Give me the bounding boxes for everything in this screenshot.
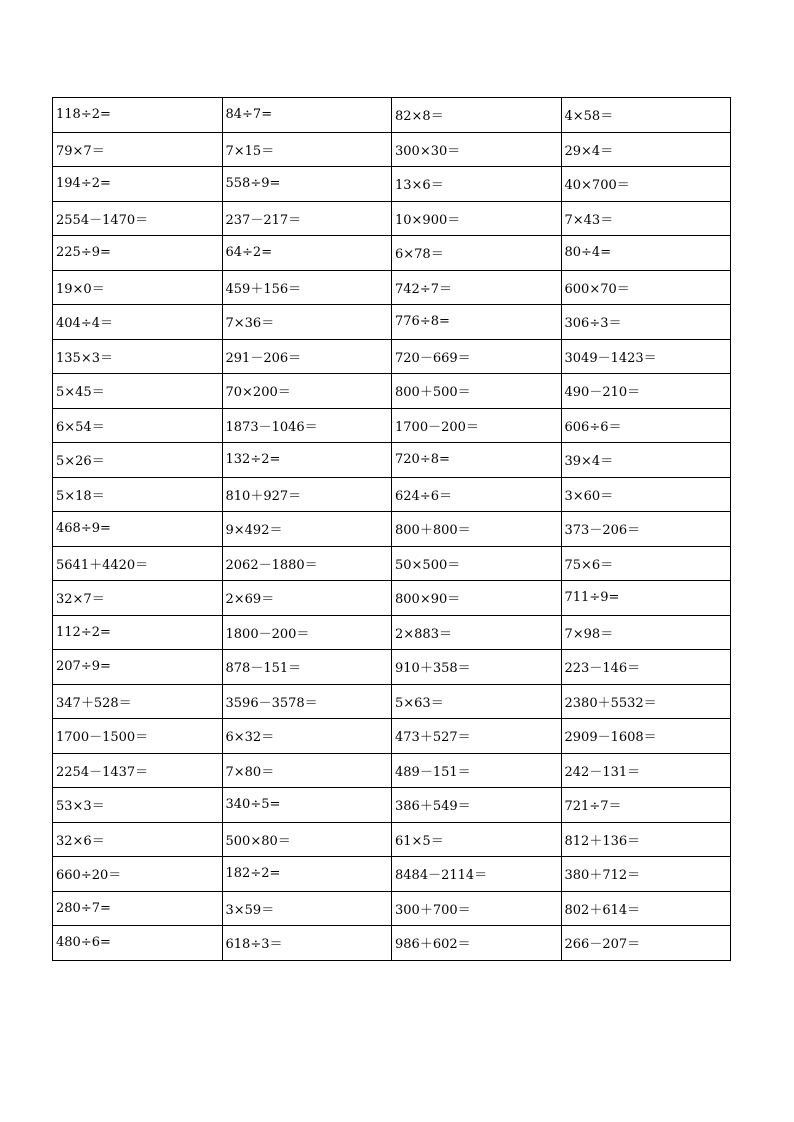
problem-cell: 459＋156＝ <box>222 270 392 305</box>
problem-cell: 40×700＝ <box>561 167 731 202</box>
problem-cell: 480÷6= <box>53 926 223 961</box>
problem-cell: 600×70＝ <box>561 270 731 305</box>
problem-cell: 242－131＝ <box>561 753 731 788</box>
problem-cell: 776÷8= <box>392 305 562 340</box>
problem-cell: 6×54＝ <box>53 408 223 443</box>
table-row <box>53 477 731 512</box>
problem-cell: 84÷7= <box>222 98 392 133</box>
problem-cell: 7×98＝ <box>561 615 731 650</box>
problem-cell: 2×883＝ <box>392 615 562 650</box>
problem-cell: 340÷5= <box>222 788 392 823</box>
problem-cell: 64÷2= <box>222 236 392 271</box>
problem-cell: 618÷3＝ <box>222 926 392 961</box>
table-row <box>53 98 731 133</box>
problem-cell: 280÷7= <box>53 891 223 926</box>
table-row <box>53 546 731 581</box>
problem-cell: 800×90＝ <box>392 581 562 616</box>
problem-cell: 300×30＝ <box>392 132 562 167</box>
problem-cell: 7×43＝ <box>561 201 731 236</box>
problem-cell: 306÷3＝ <box>561 305 731 340</box>
problem-cell: 5×18＝ <box>53 477 223 512</box>
problem-cell: 3×59＝ <box>222 891 392 926</box>
problem-cell: 742÷7＝ <box>392 270 562 305</box>
problem-cell: 558÷9= <box>222 167 392 202</box>
problem-cell: 404÷4＝ <box>53 305 223 340</box>
problem-cell: 5×26＝ <box>53 443 223 478</box>
problem-cell: 3×60＝ <box>561 477 731 512</box>
problem-cell: 500×80＝ <box>222 822 392 857</box>
problem-cell: 2×69＝ <box>222 581 392 616</box>
problem-cell: 386＋549＝ <box>392 788 562 823</box>
problem-cell: 182÷2= <box>222 857 392 892</box>
problem-cell: 266－207＝ <box>561 926 731 961</box>
problem-cell: 720÷8= <box>392 443 562 478</box>
table-row <box>53 408 731 443</box>
problem-cell: 5×45＝ <box>53 374 223 409</box>
table-row <box>53 650 731 685</box>
problem-cell: 490－210＝ <box>561 374 731 409</box>
problem-cell: 207÷9= <box>53 650 223 685</box>
table-row <box>53 753 731 788</box>
problem-cell: 1800－200＝ <box>222 615 392 650</box>
problem-cell: 300＋700＝ <box>392 891 562 926</box>
problem-cell: 347＋528＝ <box>53 684 223 719</box>
problem-cell: 118÷2= <box>53 98 223 133</box>
table-row <box>53 788 731 823</box>
problem-cell: 135×3＝ <box>53 339 223 374</box>
problem-cell: 32×7＝ <box>53 581 223 616</box>
problem-cell: 2554－1470＝ <box>53 201 223 236</box>
problem-cell: 53×3＝ <box>53 788 223 823</box>
table-row <box>53 270 731 305</box>
problem-cell: 7×36＝ <box>222 305 392 340</box>
problem-cell: 624÷6＝ <box>392 477 562 512</box>
problem-cell: 29×4＝ <box>561 132 731 167</box>
problem-cell: 810＋927＝ <box>222 477 392 512</box>
problem-cell: 39×4＝ <box>561 443 731 478</box>
problem-cell: 3049－1423＝ <box>561 339 731 374</box>
problem-cell: 6×32＝ <box>222 719 392 754</box>
problem-cell: 13×6＝ <box>392 167 562 202</box>
problem-cell: 9×492＝ <box>222 512 392 547</box>
problem-cell: 380＋712＝ <box>561 857 731 892</box>
problem-cell: 291－206＝ <box>222 339 392 374</box>
problem-cell: 225÷9= <box>53 236 223 271</box>
problem-cell: 2062－1880＝ <box>222 546 392 581</box>
problem-cell: 10×900＝ <box>392 201 562 236</box>
problem-cell: 373－206＝ <box>561 512 731 547</box>
problem-cell: 910＋358＝ <box>392 650 562 685</box>
problem-cell: 1700－1500＝ <box>53 719 223 754</box>
problem-cell: 8484－2114＝ <box>392 857 562 892</box>
problem-cell: 4×58＝ <box>561 98 731 133</box>
table-row <box>53 719 731 754</box>
problem-cell: 223－146＝ <box>561 650 731 685</box>
table-row <box>53 201 731 236</box>
problem-cell: 473＋527＝ <box>392 719 562 754</box>
problem-cell: 237－217＝ <box>222 201 392 236</box>
problem-cell: 61×5＝ <box>392 822 562 857</box>
problem-cell: 489－151＝ <box>392 753 562 788</box>
problem-cell: 660÷20＝ <box>53 857 223 892</box>
table-row <box>53 167 731 202</box>
table-row <box>53 132 731 167</box>
problem-cell: 112÷2= <box>53 615 223 650</box>
table-row <box>53 926 731 961</box>
problem-cell: 70×200＝ <box>222 374 392 409</box>
problem-cell: 802＋614＝ <box>561 891 731 926</box>
problem-cell: 812＋136＝ <box>561 822 731 857</box>
problem-cell: 5641＋4420＝ <box>53 546 223 581</box>
problem-cell: 2909－1608＝ <box>561 719 731 754</box>
table-row <box>53 305 731 340</box>
problem-cell: 50×500＝ <box>392 546 562 581</box>
problem-cell: 1700－200＝ <box>392 408 562 443</box>
problem-cell: 75×6＝ <box>561 546 731 581</box>
table-row <box>53 581 731 616</box>
table-row <box>53 822 731 857</box>
problem-cell: 7×15＝ <box>222 132 392 167</box>
problem-cell: 986＋602＝ <box>392 926 562 961</box>
problem-cell: 19×0＝ <box>53 270 223 305</box>
problem-cell: 800＋800＝ <box>392 512 562 547</box>
problem-cell: 194÷2= <box>53 167 223 202</box>
arithmetic-worksheet-table <box>52 97 731 961</box>
problem-cell: 80÷4= <box>561 236 731 271</box>
table-row <box>53 891 731 926</box>
problem-cell: 2254－1437＝ <box>53 753 223 788</box>
table-row <box>53 684 731 719</box>
problem-cell: 7×80＝ <box>222 753 392 788</box>
problem-cell: 79×7＝ <box>53 132 223 167</box>
table-row <box>53 512 731 547</box>
problem-cell: 468÷9= <box>53 512 223 547</box>
table-row <box>53 443 731 478</box>
problem-cell: 721÷7＝ <box>561 788 731 823</box>
problem-cell: 82×8＝ <box>392 98 562 133</box>
problem-cell: 6×78＝ <box>392 236 562 271</box>
problem-cell: 1873－1046＝ <box>222 408 392 443</box>
problem-cell: 606÷6＝ <box>561 408 731 443</box>
problem-cell: 878－151＝ <box>222 650 392 685</box>
problem-cell: 132÷2= <box>222 443 392 478</box>
problem-cell: 5×63＝ <box>392 684 562 719</box>
problem-cell: 3596－3578＝ <box>222 684 392 719</box>
problem-cell: 711÷9= <box>561 581 731 616</box>
problem-cell: 2380＋5532＝ <box>561 684 731 719</box>
table-row <box>53 374 731 409</box>
table-row <box>53 615 731 650</box>
problem-cell: 800＋500＝ <box>392 374 562 409</box>
worksheet-body <box>53 98 731 961</box>
table-row <box>53 236 731 271</box>
table-row <box>53 857 731 892</box>
table-row <box>53 339 731 374</box>
problem-cell: 720－669＝ <box>392 339 562 374</box>
problem-cell: 32×6＝ <box>53 822 223 857</box>
